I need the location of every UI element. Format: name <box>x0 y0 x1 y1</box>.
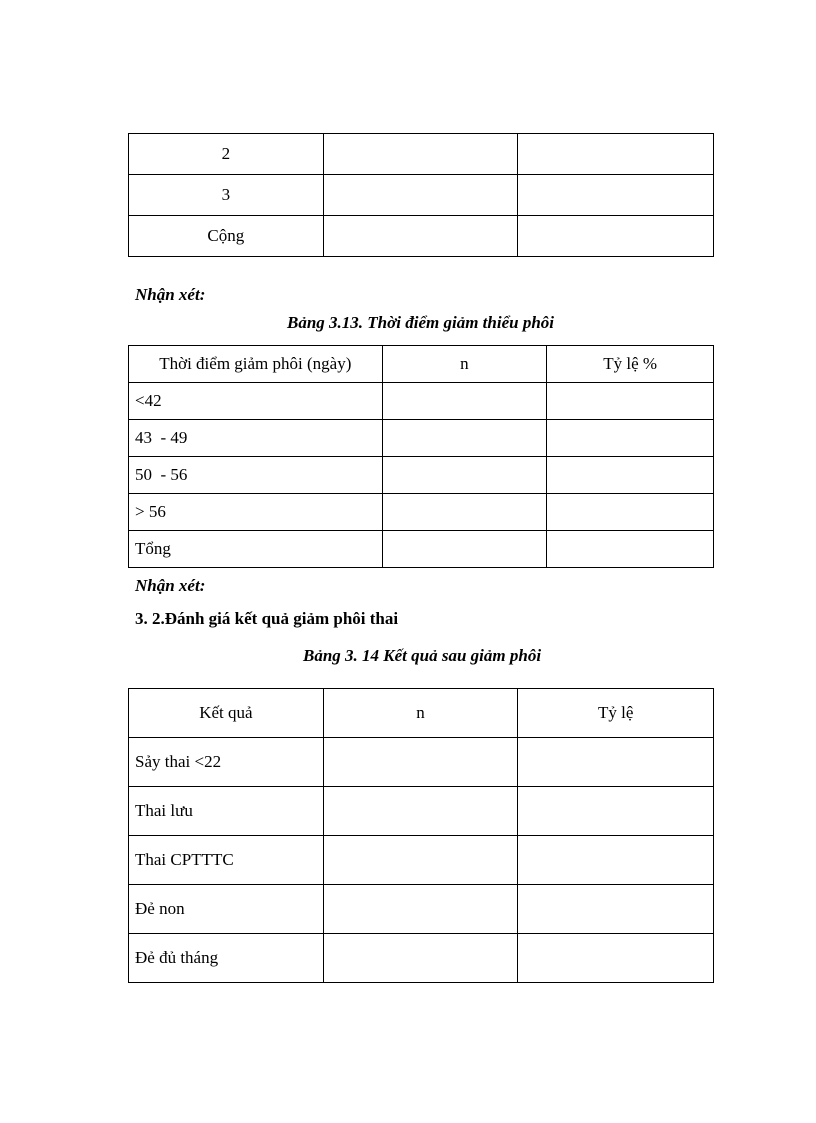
table-cell: 2 <box>129 134 324 175</box>
table-header-row <box>129 689 714 738</box>
column-header: Kết quả <box>129 689 324 738</box>
table-row <box>129 738 714 787</box>
table-cell <box>547 457 714 494</box>
table-cell <box>323 216 518 257</box>
table-cell: 43 - 49 <box>129 420 383 457</box>
table-continuation <box>128 133 714 257</box>
table-row <box>129 216 714 257</box>
table-row <box>129 383 714 420</box>
table-row <box>129 787 714 836</box>
table-cell <box>518 934 714 983</box>
table-row <box>129 457 714 494</box>
table-row <box>129 494 714 531</box>
table-cell <box>518 885 714 934</box>
column-header: n <box>382 346 547 383</box>
table-cell <box>382 531 547 568</box>
table-outcome <box>128 688 714 983</box>
table-cell <box>382 383 547 420</box>
table-cell <box>323 175 518 216</box>
remark-label: Nhận xét: <box>135 285 206 304</box>
table-cell <box>518 787 714 836</box>
table-header-row <box>129 346 714 383</box>
table-row <box>129 531 714 568</box>
table-cell <box>518 134 714 175</box>
table-timing <box>128 345 714 568</box>
column-header: Tỷ lệ <box>518 689 714 738</box>
section-heading: 3. 2.Đánh giá kết quả giảm phôi thai <box>135 609 399 628</box>
table-cell <box>323 885 518 934</box>
table-cell <box>518 738 714 787</box>
table-cell: Thai lưu <box>129 787 324 836</box>
table-cell <box>547 383 714 420</box>
table-cell <box>323 934 518 983</box>
table-cell: Đẻ đủ tháng <box>129 934 324 983</box>
table-cell: Cộng <box>129 216 324 257</box>
table-cell <box>547 420 714 457</box>
table-cell <box>547 531 714 568</box>
table-cell <box>323 134 518 175</box>
table-cell <box>518 216 714 257</box>
table-cell <box>382 457 547 494</box>
table-cell: Sảy thai <22 <box>129 738 324 787</box>
column-header: Thời điểm giảm phôi (ngày) <box>129 346 383 383</box>
table-cell <box>518 836 714 885</box>
table-row <box>129 836 714 885</box>
table-row <box>129 175 714 216</box>
table-cell: Tổng <box>129 531 383 568</box>
table-cell <box>518 175 714 216</box>
table-row <box>129 420 714 457</box>
table-cell <box>323 787 518 836</box>
table-cell <box>382 420 547 457</box>
column-header: n <box>323 689 518 738</box>
remark-label: Nhận xét: <box>135 576 206 595</box>
table-cell: Thai CPTTTC <box>129 836 324 885</box>
table-row <box>129 934 714 983</box>
table-cell <box>382 494 547 531</box>
table-row <box>129 134 714 175</box>
table-cell: <42 <box>129 383 383 420</box>
table-cell <box>323 738 518 787</box>
table-cell: 50 - 56 <box>129 457 383 494</box>
column-header: Tỷ lệ % <box>547 346 714 383</box>
table-cell: Đẻ non <box>129 885 324 934</box>
table-caption: Bảng 3. 14 Kết quả sau giảm phôi <box>303 646 542 665</box>
table-caption: Bảng 3.13. Thời điểm giảm thiểu phôi <box>287 313 554 332</box>
table-cell <box>323 836 518 885</box>
table-row <box>129 885 714 934</box>
table-cell: 3 <box>129 175 324 216</box>
table-cell <box>547 494 714 531</box>
table-cell: > 56 <box>129 494 383 531</box>
